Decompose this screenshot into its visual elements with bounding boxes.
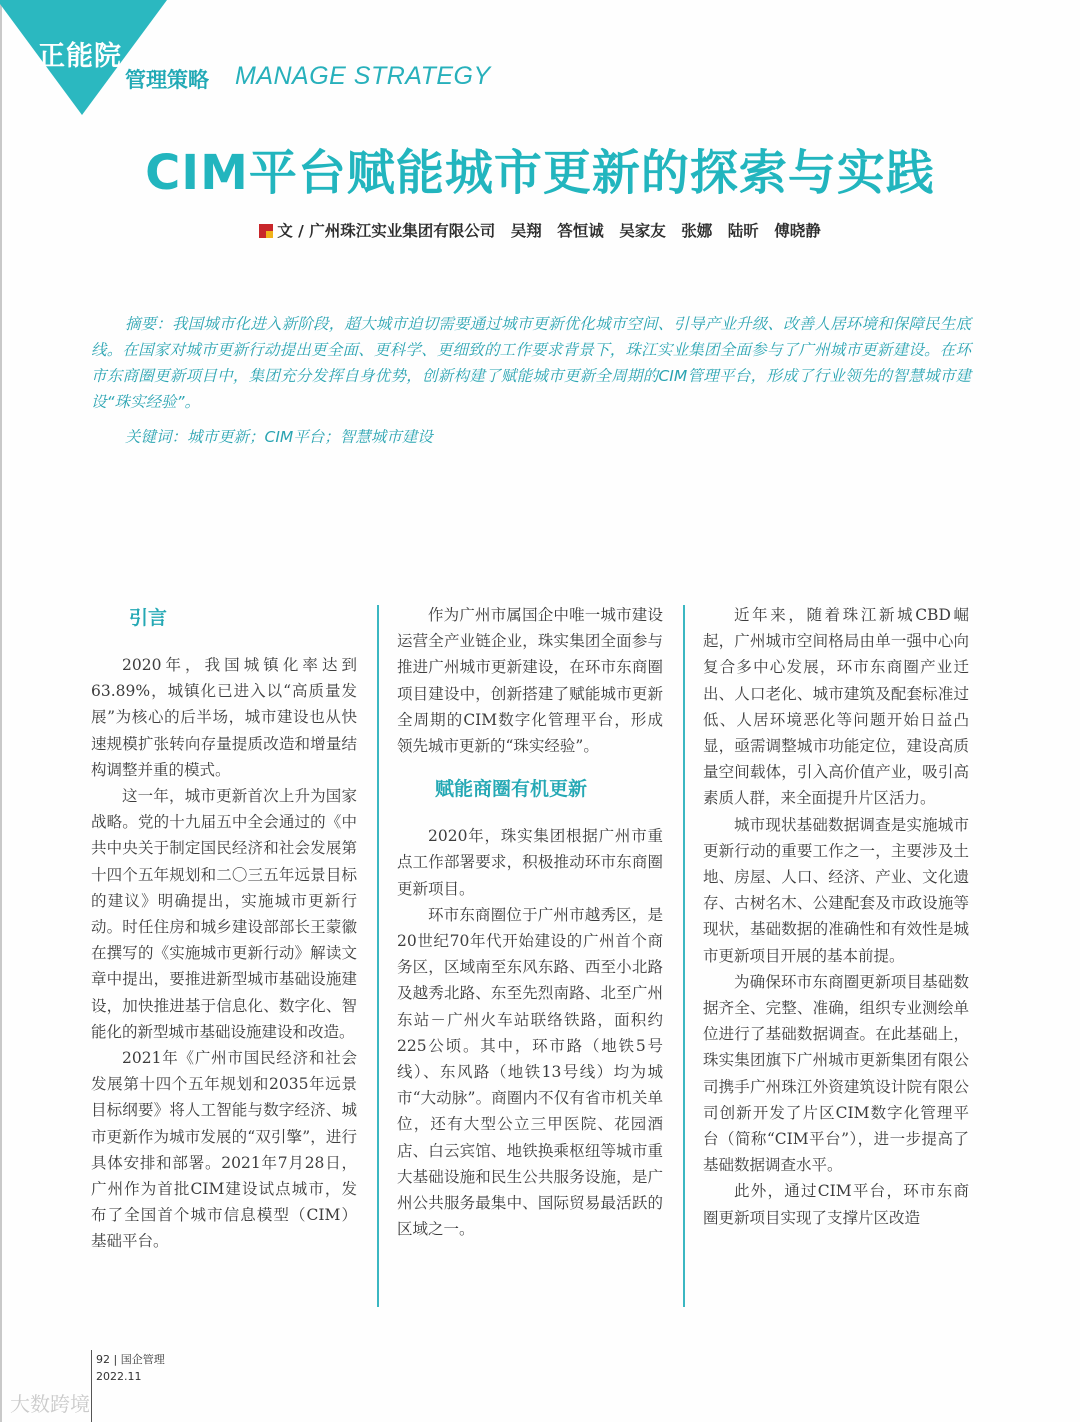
footer-rule xyxy=(91,1350,92,1422)
paragraph: 2020年，我国城镇化率达到63.89%，城镇化已进入以“高质量发展”为核心的后半场，城市建设也从快速规模扩张转向存量提质改造和增量结构调整并重的模式。 xyxy=(91,656,357,779)
paragraph: 近年来，随着珠江新城CBD崛起，广州城市空间格局由单一强中心向复合多中心发展，环市东商圈产业迁出、人口老化、城市建筑及配套标准过低、人居环境恶化等问题开始日益凸显，亟需调整城市功能定位，建设高质量空间载体，引入高价值产业，吸引高素质人群，来全面提升片区活力。 xyxy=(703,606,969,808)
page-edge xyxy=(0,0,2,1422)
corner-label: 正能院 xyxy=(38,41,122,72)
column-divider xyxy=(683,605,685,1307)
byline xyxy=(0,219,1080,241)
paragraph: 作为广州市属国企中唯一城市建设运营全产业链企业，珠实集团全面参与推进广州城市更新建设，在环市东商圈项目建设中，创新搭建了赋能城市更新全周期的CIM数字化管理平台，形成领先城市更新的“珠实经验”。 xyxy=(397,606,663,756)
column-3 xyxy=(703,602,969,1231)
watermark: 大数跨境 xyxy=(10,1392,90,1416)
column-divider xyxy=(377,605,379,1307)
paragraph: 2020年，珠实集团根据广州市重点工作部署要求，积极推动环市东商圈更新项目。 xyxy=(397,827,663,898)
author-marker-icon xyxy=(259,224,273,238)
section-heading-intro: 引言 xyxy=(129,607,168,629)
page-number: 92 | 国企管理 xyxy=(96,1353,165,1366)
issue-date: 2022.11 xyxy=(96,1370,142,1383)
keywords: 关键词：城市更新；CIM平台；智慧城市建设 xyxy=(125,428,433,446)
column-2 xyxy=(397,602,663,1242)
abstract: 摘要：我国城市化进入新阶段，超大城市迫切需要通过城市更新优化城市空间、引导产业升级、改善人居环境和保障民生底线。在国家对城市更新行动提出更全面、更科学、更细致的工作要求背景下，珠江实业集团全面参与了广州城市更新建设。在环市东商圈更新项目中，集团充分发挥自身优势，创新构建了赋能城市更新全周期的CIM管理平台，形成了行业领先的智慧城市建设“珠实经验”。 xyxy=(91,315,971,411)
paragraph: 这一年，城市更新首次上升为国家战略。党的十九届五中全会通过的《中共中央关于制定国民经济和社会发展第十四个五年规划和二〇三五年远景目标的建议》明确提出，实施城市更新行动。时任住房和城乡建设部部长王蒙徽在撰写的《实施城市更新行动》解读文章中提出，要推进新型城市基础设施建设，加快推进基于信息化、数字化、智能化的新型城市基础设施建设和改造。 xyxy=(91,787,357,1041)
section-title-en: MANAGE STRATEGY xyxy=(235,62,491,90)
byline-text: 文 / 广州珠江实业集团有限公司 吴翔 答恒诚 吴家友 张娜 陆昕 傅晓静 xyxy=(277,222,821,240)
paragraph: 为确保环市东商圈更新项目基础数据齐全、完整、准确，组织专业测绘单位进行了基础数据调查。在此基础上，珠实集团旗下广州城市更新集团有限公司携手广州珠江外资建筑设计院有限公司创新开发了片区CIM数字化管理平台（简称“CIM平台”），进一步提高了基础数据调查水平。 xyxy=(703,972,969,1175)
paragraph: 城市现状基础数据调查是实施城市更新行动的重要工作之一，主要涉及土地、房屋、人口、经济、产业、文化遗存、古树名木、公建配套及市政设施等现状，基础数据的准确性和有效性是城市更新项目开展的基本前提。 xyxy=(703,815,969,965)
column-1 xyxy=(91,602,357,1255)
paragraph: 此外，通过CIM平台，环市东商圈更新项目实现了支撑片区改造 xyxy=(703,1182,969,1227)
section-title-cn: 管理策略 xyxy=(125,67,209,92)
article-title: CIM平台赋能城市更新的探索与实践 xyxy=(145,145,935,201)
section-heading-business-district: 赋能商圈有机更新 xyxy=(435,778,588,801)
paragraph: 环市东商圈位于广州市越秀区，是20世纪70年代开始建设的广州首个商务区，区域南至东风东路、西至小北路及越秀北路、东至先烈南路、北至广州东站－广州火车站联络铁路，面积约225公顷。其中，环市路（地铁5号线）、东风路（地铁13号线）均为城市“大动脉”。商圈内不仅有省市机关单位，还有大型公立三甲医院、花园酒店、白云宾馆、地铁换乘枢纽等城市重大基础设施和民生公共服务设施，是广州公共服务最集中、国际贸易最活跃的区域之一。 xyxy=(397,905,663,1239)
paragraph: 2021年《广州市国民经济和社会发展第十四个五年规划和2035年远景目标纲要》将人工智能与数字经济、城市更新作为城市发展的“双引擎”，进行具体安排和部署。2021年7月28日，广州作为首批CIM建设试点城市，发布了全国首个城市信息模型（CIM）基础平台。 xyxy=(91,1049,357,1251)
